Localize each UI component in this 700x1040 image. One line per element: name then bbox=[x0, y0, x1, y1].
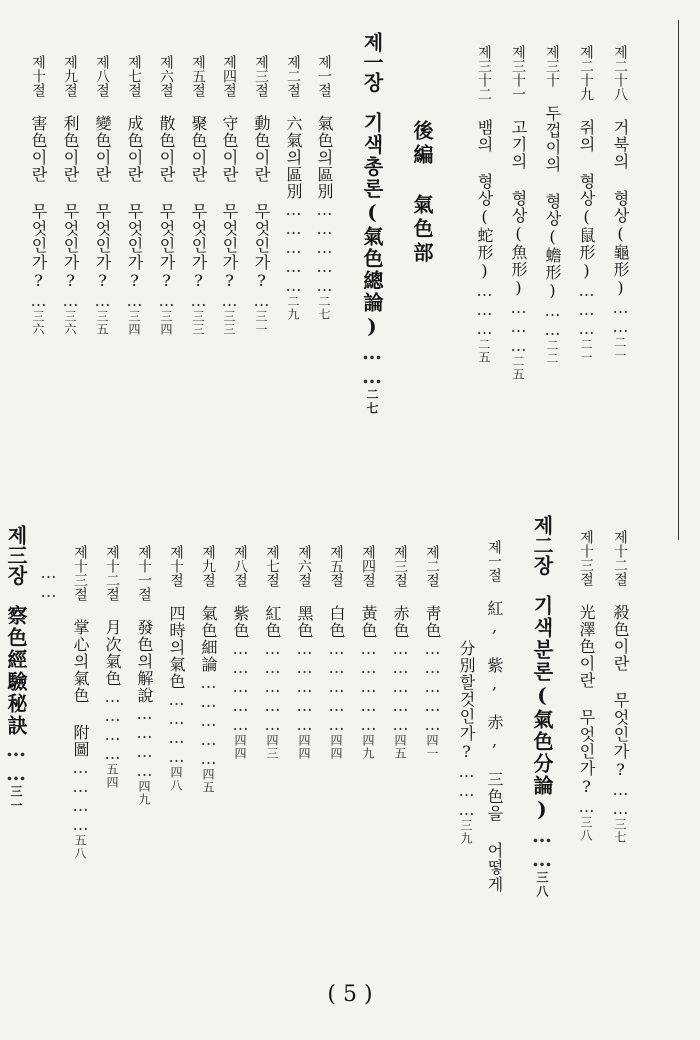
toc-entry: 제十三절光澤色이란 무엇인가?…三八 bbox=[577, 530, 596, 842]
chapter-heading: 제一장기색총론(氣色總論)……二七 bbox=[360, 32, 384, 416]
toc-entry: 제二절靑色……………四一 bbox=[423, 545, 442, 760]
toc-entry: 제三十二뱀의 형상(蛇形)………二五 bbox=[475, 45, 494, 364]
toc-entry: 제六절黑色……………四四 bbox=[295, 545, 314, 760]
toc-entry: 제七절成色이란 무엇인가?…三四 bbox=[125, 55, 144, 336]
toc-entry: 제一절氣色의區別……………二七 bbox=[315, 55, 334, 321]
toc-entry: 제十절害色이란 무엇인가?…三六 bbox=[29, 55, 48, 336]
chapter-heading: 제二장기색분론(氣色分論)……三八 bbox=[530, 515, 554, 899]
margin-rule bbox=[678, 20, 679, 540]
toc-entry: 제十二절月次氣色…………五四 bbox=[103, 545, 122, 789]
page-number: ( 5 ) bbox=[327, 982, 373, 1007]
toc-entry: 제三절赤色……………四五 bbox=[391, 545, 410, 760]
toc-entry: 제二절六氣의區別……………二九 bbox=[284, 55, 303, 321]
toc-entry: 제五절白色……………四四 bbox=[327, 545, 346, 760]
toc-entry: 제二十八거북의 형상(龜形)……二一 bbox=[611, 45, 630, 362]
toc-entry: 제十一절發色의解說…………四九 bbox=[135, 545, 154, 806]
toc-entry: 제二十九쥐의 형상(鼠形)………二一 bbox=[577, 45, 596, 364]
toc-entry: 제三十一고기의 형상(魚形)………二五 bbox=[509, 45, 528, 381]
toc-entry: 제九절氣色細論……………四五 bbox=[199, 545, 218, 794]
toc-entry: 제十二절殺色이란 무엇인가?……三七 bbox=[611, 530, 630, 844]
toc-entry: 제一절紅, 紫, 赤, 三色을 어떻게 bbox=[485, 540, 504, 893]
chapter-heading: 제三장察色經驗秘訣……三一 bbox=[4, 525, 28, 813]
toc-entry-continuation: 分別할것인가?………三九 bbox=[457, 640, 476, 845]
toc-entry: 제六절散色이란 무엇인가?…三四 bbox=[157, 55, 176, 336]
toc-entry: 제八절變色이란 무엇인가?…三五 bbox=[93, 55, 112, 336]
toc-entry: 제三절動色이란 무엇인가?…三一 bbox=[252, 55, 271, 336]
toc-entry: 제三十두껍이의 형상(蟾形)……二二 bbox=[543, 45, 562, 365]
toc-entry: 제九절利色이란 무엇인가?…三六 bbox=[61, 55, 80, 336]
toc-entry: 제十절四時의氣色…………四八 bbox=[167, 545, 186, 792]
toc-entry: 제八절紫色……………四四 bbox=[231, 545, 250, 760]
toc-entry: …… bbox=[39, 563, 58, 601]
toc-entry: 제四절守色이란 무엇인가?…三三 bbox=[220, 55, 239, 336]
part-title: 後編氣色部 bbox=[410, 120, 434, 266]
toc-entry: 제七절紅色……………四三 bbox=[263, 545, 282, 760]
toc-entry: 제五절聚色이란 무엇인가?…三三 bbox=[189, 55, 208, 336]
toc-entry: 제四절黃色……………四九 bbox=[359, 545, 378, 760]
toc-entry: 제十三절掌心의氣色 附圖…………五八 bbox=[71, 545, 90, 860]
